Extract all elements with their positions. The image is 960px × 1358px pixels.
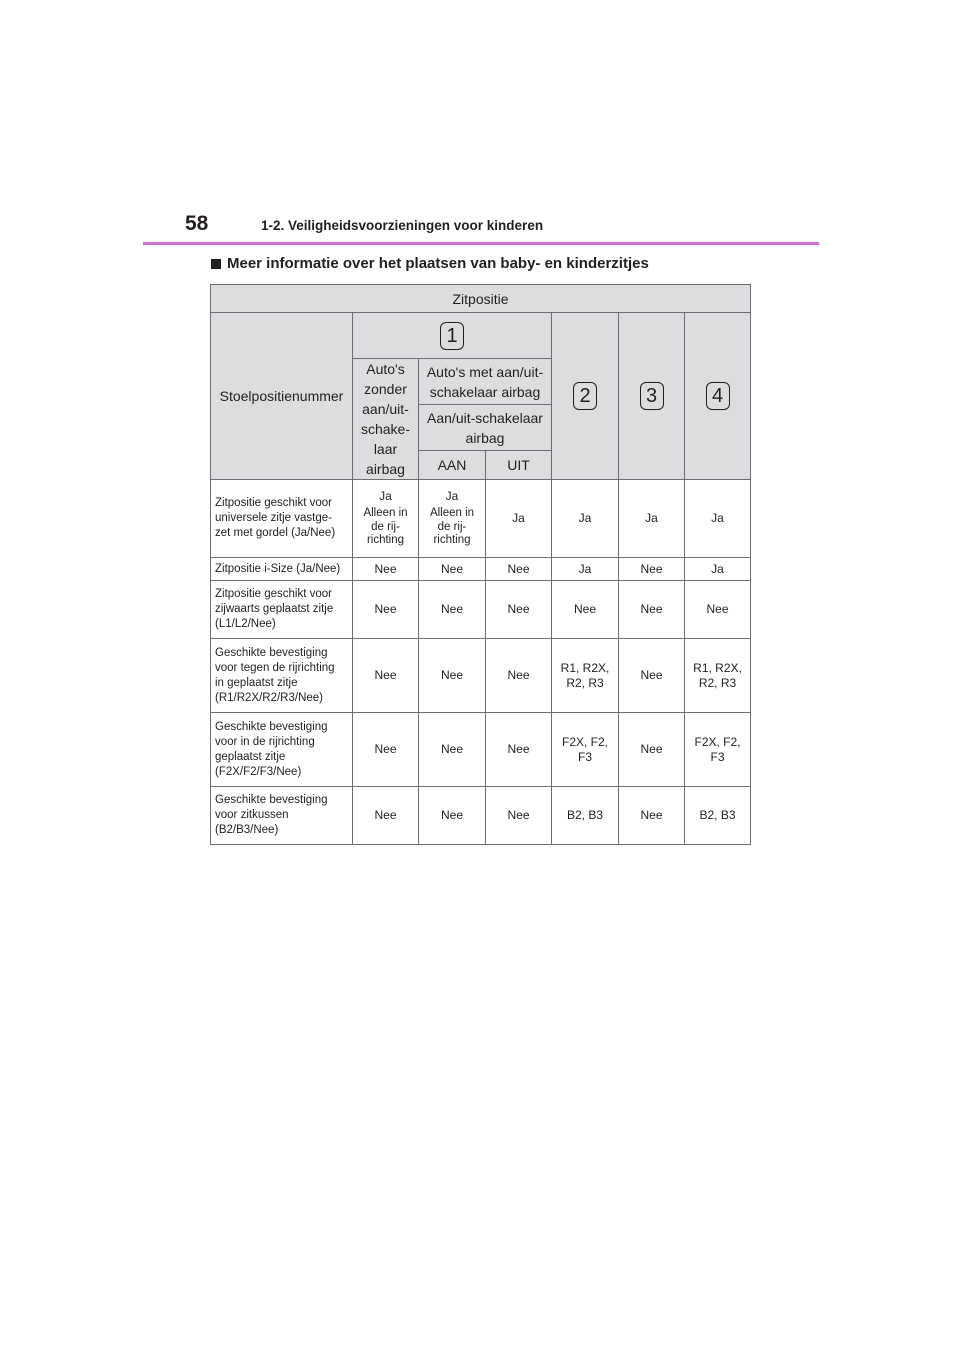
position-2-badge: 2 [573,382,597,410]
table-cell: Nee [486,787,552,845]
header-no-switch [353,359,419,480]
square-bullet-icon [211,259,221,269]
header-position-4 [685,313,751,480]
table-cell: Nee [619,713,685,787]
table-cell: Nee [486,639,552,713]
header-switch-label: Aan/uit-schakelaar airbag [419,405,552,451]
table-cell: Nee [619,558,685,581]
table-cell: Nee [486,581,552,639]
header-position-3 [619,313,685,480]
header-rule [143,242,819,245]
no-switch-line: airbag [366,461,405,477]
table-cell: Nee [419,713,486,787]
no-switch-line: zonder [364,381,407,397]
table-cell: Nee [419,639,486,713]
table-cell: Nee [619,787,685,845]
no-switch-line: schake- [360,421,411,437]
header-zitpositie: Zitpositie [211,285,751,313]
table-cell: Ja Alleen in de rij- richting [419,480,486,558]
table-cell: F2X, F2, F3 [685,713,751,787]
row-label: Geschikte bevestiging voor zitkussen (B2/B3/Nee) [211,787,353,845]
table-cell: Nee [419,558,486,581]
table-cell: Nee [353,787,419,845]
table-row [211,581,751,639]
table-row [211,639,751,713]
row-label: Zitpositie geschikt voor universele zitje vastge- zet met gordel (Ja/Nee) [211,480,353,558]
no-switch-line: Auto's [366,361,405,377]
seat-position-table [210,284,751,845]
page-number: 58 [185,212,209,235]
table-cell: B2, B3 [552,787,619,845]
no-switch-line: aan/uit- [362,401,409,417]
table-cell: Nee [619,639,685,713]
table-cell: Ja [486,480,552,558]
table-cell: Nee [419,581,486,639]
table-cell: Nee [419,787,486,845]
position-4-badge: 4 [706,382,730,410]
table-cell: F2X, F2, F3 [552,713,619,787]
header-position-2 [552,313,619,480]
row-label: Geschikte bevestiging voor in de rijrichting geplaatst zitje (F2X/F2/F3/Nee) [211,713,353,787]
table-cell: Nee [353,558,419,581]
header-switch-on: AAN [419,451,486,480]
no-switch-line: laar [373,441,398,457]
table-cell: Ja [685,558,751,581]
table-cell: Ja [552,480,619,558]
table-row [211,558,751,581]
section-heading-text: Meer informatie over het plaatsen van baby- en kinderzitjes [227,255,649,272]
table-cell: Nee [353,581,419,639]
table-cell: Nee [486,713,552,787]
position-3-badge: 3 [640,382,664,410]
table-cell: Nee [486,558,552,581]
table-cell: Nee [353,713,419,787]
row-label: Zitpositie i-Size (Ja/Nee) [211,558,353,581]
table-cell: B2, B3 [685,787,751,845]
table-cell: Ja [619,480,685,558]
chapter-title: 1-2. Veiligheidsvoorzieningen voor kinderen [261,218,544,233]
section-heading [211,255,649,272]
table-cell: Nee [685,581,751,639]
table-cell: Nee [353,639,419,713]
row-label: Geschikte bevestiging voor tegen de rijrichting in geplaatst zitje (R1/R2X/R2/R3/Nee) [211,639,353,713]
header-position-1 [353,313,552,359]
table-cell: Ja [552,558,619,581]
table-row [211,480,751,558]
table-cell: R1, R2X, R2, R3 [685,639,751,713]
table-cell: R1, R2X, R2, R3 [552,639,619,713]
header-stoelpositienummer: Stoelpositienummer [211,313,353,480]
header-with-switch: Auto's met aan/uit-schakelaar airbag [419,359,552,405]
table-row [211,713,751,787]
position-1-badge: 1 [440,322,464,350]
table-cell: Ja Alleen in de rij- richting [353,480,419,558]
table-cell: Nee [552,581,619,639]
header-switch-off: UIT [486,451,552,480]
table-cell: Nee [619,581,685,639]
row-label: Zitpositie geschikt voor zijwaarts geplaatst zitje (L1/L2/Nee) [211,581,353,639]
table-row [211,787,751,845]
table-cell: Ja [685,480,751,558]
